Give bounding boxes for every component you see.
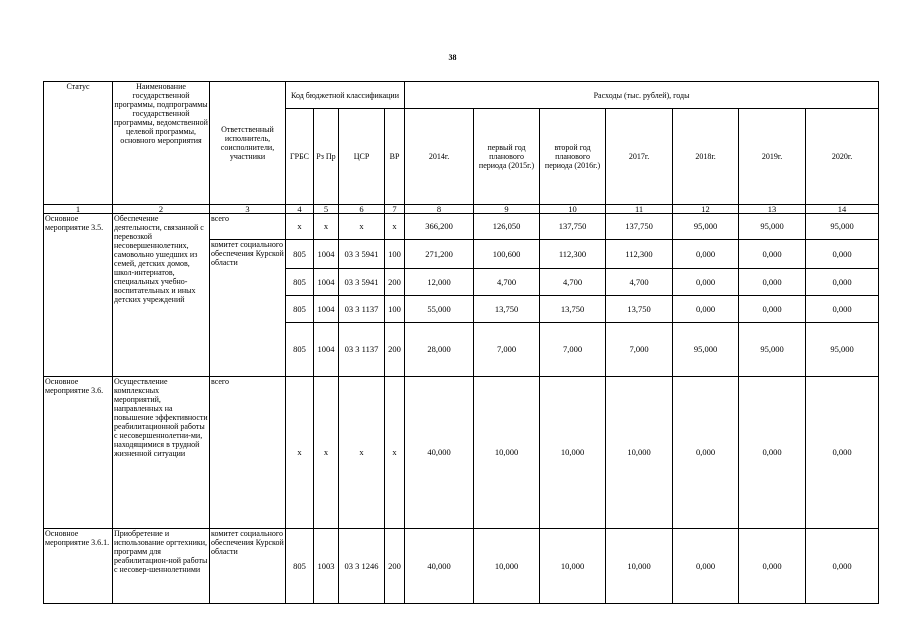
vr-cell: 200	[385, 269, 405, 296]
grbs-cell: 805	[286, 240, 314, 269]
value-2017: 13,750	[606, 296, 673, 323]
value-2019: 95,000	[739, 214, 806, 240]
header-expenses: Расходы (тыс. рублей), годы	[405, 82, 879, 109]
value-2018: 0,000	[673, 377, 739, 529]
value-2016: 13,750	[540, 296, 606, 323]
header-rzpr: Рз Пр	[314, 109, 339, 205]
value-2020: 0,000	[806, 240, 879, 269]
column-number: 4	[286, 205, 314, 214]
csr-cell: x	[339, 214, 385, 240]
rzpr-cell: 1004	[314, 269, 339, 296]
status-cell: Основное мероприятие 3.6.	[44, 377, 113, 529]
value-2017: 137,750	[606, 214, 673, 240]
table-row	[44, 529, 879, 604]
value-2015: 10,000	[474, 529, 540, 604]
header-year-2015: первый год планового периода (2015г.)	[474, 109, 540, 205]
value-2016: 7,000	[540, 323, 606, 377]
value-2018: 95,000	[673, 323, 739, 377]
value-2016: 112,300	[540, 240, 606, 269]
vr-cell: 100	[385, 296, 405, 323]
value-2017: 112,300	[606, 240, 673, 269]
executor-cell: комитет социального обеспечения Курской области	[210, 240, 286, 377]
value-2018: 0,000	[673, 269, 739, 296]
value-2017: 7,000	[606, 323, 673, 377]
status-cell: Основное мероприятие 3.5.	[44, 214, 113, 377]
column-number: 10	[540, 205, 606, 214]
executor-cell: всего	[210, 377, 286, 529]
value-2014: 40,000	[405, 529, 474, 604]
header-grbs: ГРБС	[286, 109, 314, 205]
column-number: 12	[673, 205, 739, 214]
header-year-2019: 2019г.	[739, 109, 806, 205]
vr-cell: 200	[385, 323, 405, 377]
value-2019: 0,000	[739, 240, 806, 269]
value-2018: 95,000	[673, 214, 739, 240]
value-2020: 0,000	[806, 377, 879, 529]
value-2014: 366,200	[405, 214, 474, 240]
column-number: 3	[210, 205, 286, 214]
header-year-2017: 2017г.	[606, 109, 673, 205]
csr-cell: 03 3 1246	[339, 529, 385, 604]
vr-cell: x	[385, 214, 405, 240]
grbs-cell: 805	[286, 529, 314, 604]
table-row	[44, 214, 879, 240]
value-2018: 0,000	[673, 296, 739, 323]
value-2019: 0,000	[739, 296, 806, 323]
value-2019: 0,000	[739, 377, 806, 529]
column-number: 13	[739, 205, 806, 214]
rzpr-cell: x	[314, 377, 339, 529]
value-2020: 0,000	[806, 296, 879, 323]
vr-cell: x	[385, 377, 405, 529]
name-cell: Приобретение и использование оргтехники, программ для реабилитацион-ной работы с несовер-шеннолетними	[113, 529, 210, 604]
grbs-cell: x	[286, 214, 314, 240]
value-2018: 0,000	[673, 240, 739, 269]
rzpr-cell: 1004	[314, 240, 339, 269]
column-number: 9	[474, 205, 540, 214]
value-2014: 55,000	[405, 296, 474, 323]
value-2016: 137,750	[540, 214, 606, 240]
header-status: Статус	[44, 82, 113, 205]
csr-cell: x	[339, 377, 385, 529]
value-2015: 13,750	[474, 296, 540, 323]
column-number: 1	[44, 205, 113, 214]
header-year-2020: 2020г.	[806, 109, 879, 205]
csr-cell: 03 3 5941	[339, 240, 385, 269]
value-2019: 0,000	[739, 269, 806, 296]
column-number: 11	[606, 205, 673, 214]
value-2020: 95,000	[806, 323, 879, 377]
value-2020: 0,000	[806, 269, 879, 296]
grbs-cell: 805	[286, 269, 314, 296]
column-number: 14	[806, 205, 879, 214]
column-number-row	[44, 205, 879, 214]
value-2018: 0,000	[673, 529, 739, 604]
header-budget-code: Код бюджетной классификации	[286, 82, 405, 109]
column-number: 2	[113, 205, 210, 214]
value-2014: 271,200	[405, 240, 474, 269]
value-2019: 95,000	[739, 323, 806, 377]
rzpr-cell: 1003	[314, 529, 339, 604]
value-2016: 10,000	[540, 377, 606, 529]
csr-cell: 03 3 1137	[339, 296, 385, 323]
value-2020: 0,000	[806, 529, 879, 604]
value-2014: 28,000	[405, 323, 474, 377]
value-2017: 10,000	[606, 529, 673, 604]
value-2016: 10,000	[540, 529, 606, 604]
value-2019: 0,000	[739, 529, 806, 604]
header-name: Наименование государственной программы, подпрограммы государственной программы, ведомственной целевой программы, основного мероприятия	[113, 82, 210, 205]
grbs-cell: 805	[286, 296, 314, 323]
value-2017: 4,700	[606, 269, 673, 296]
value-2015: 7,000	[474, 323, 540, 377]
column-number: 8	[405, 205, 474, 214]
csr-cell: 03 3 5941	[339, 269, 385, 296]
name-cell: Осуществление комплексных мероприятий, направленных на повышение эффективности реабилитационной работы с несовершеннолетни-ми, находящимися в трудной жизненной ситуации	[113, 377, 210, 529]
header-executor: Ответственный исполнитель, соисполнители, участники	[210, 82, 286, 205]
csr-cell: 03 3 1137	[339, 323, 385, 377]
value-2020: 95,000	[806, 214, 879, 240]
executor-cell: всего	[210, 214, 286, 240]
header-csr: ЦСР	[339, 109, 385, 205]
grbs-cell: 805	[286, 323, 314, 377]
value-2014: 40,000	[405, 377, 474, 529]
header-row-1	[44, 82, 879, 109]
grbs-cell: x	[286, 377, 314, 529]
executor-cell: комитет социального обеспечения Курской области	[210, 529, 286, 604]
page-number: 38	[448, 53, 457, 62]
value-2014: 12,000	[405, 269, 474, 296]
value-2015: 10,000	[474, 377, 540, 529]
header-vr: ВР	[385, 109, 405, 205]
rzpr-cell: x	[314, 214, 339, 240]
name-cell: Обеспечение деятельности, связанной с перевозкой несовершеннолетних, самовольно ушедших из семей, детских домов, школ-интернатов, специальных учебно-воспитательных и иных детских учреждений	[113, 214, 210, 377]
budget-table	[43, 81, 879, 604]
header-year-2016: второй год планового периода (2016г.)	[540, 109, 606, 205]
value-2017: 10,000	[606, 377, 673, 529]
column-number: 6	[339, 205, 385, 214]
header-year-2018: 2018г.	[673, 109, 739, 205]
status-cell: Основное мероприятие 3.6.1.	[44, 529, 113, 604]
vr-cell: 200	[385, 529, 405, 604]
rzpr-cell: 1004	[314, 323, 339, 377]
value-2016: 4,700	[540, 269, 606, 296]
header-year-2014: 2014г.	[405, 109, 474, 205]
value-2015: 100,600	[474, 240, 540, 269]
table-row	[44, 377, 879, 529]
rzpr-cell: 1004	[314, 296, 339, 323]
value-2015: 4,700	[474, 269, 540, 296]
vr-cell: 100	[385, 240, 405, 269]
column-number: 7	[385, 205, 405, 214]
column-number: 5	[314, 205, 339, 214]
value-2015: 126,050	[474, 214, 540, 240]
